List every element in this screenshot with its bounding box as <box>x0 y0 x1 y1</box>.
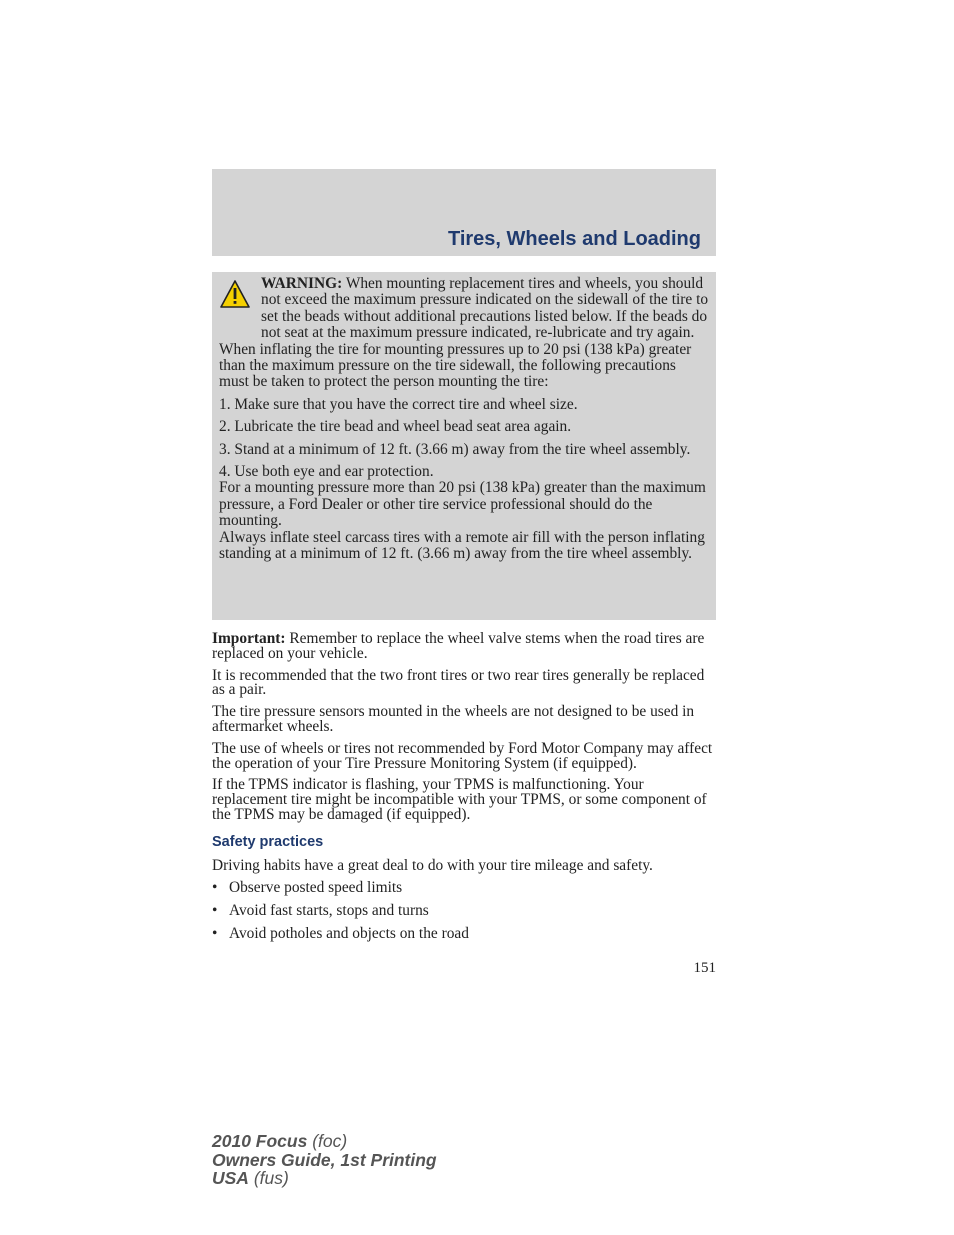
footer-region-code: (fus) <box>253 1168 289 1188</box>
safety-bullet-list <box>212 880 716 941</box>
footer-line-1 <box>212 1132 437 1151</box>
footer-model: 2010 Focus <box>212 1131 308 1151</box>
warning-step: 3. Stand at a minimum of 12 ft. (3.66 m) away from the tire wheel assembly. <box>219 440 691 458</box>
list-item-text: Avoid fast starts, stops and turns <box>229 902 429 920</box>
warning-intro <box>219 276 709 342</box>
body-paragraph: The use of wheels or tires not recommended by Ford Motor Company may affect the operation of your Tire Pressure Monitoring System (if equipped). <box>212 739 713 772</box>
list-item <box>212 903 716 918</box>
warning-box <box>212 272 716 620</box>
warning-step: 4. Use both eye and ear protection. <box>219 463 434 481</box>
body-paragraph: If the TPMS indicator is flashing, your TPMS is malfunctioning. Your replacement tire might be incompatible with your TPMS, or some component of the TPMS may be damaged (if equipped). <box>212 776 707 823</box>
body-paragraph: The tire pressure sensors mounted in the wheels are not designed to be used in aftermarket wheels. <box>212 703 695 735</box>
important-text: Remember to replace the wheel valve stems when the road tires are replaced on your vehicle. <box>212 630 705 662</box>
footer-region: USA <box>212 1168 249 1188</box>
warning-text <box>219 276 709 563</box>
body-paragraph: It is recommended that the two front tires or two rear tires generally be replaced as a pair. <box>212 666 705 699</box>
chapter-title: Tires, Wheels and Loading <box>447 228 701 250</box>
footer-line-2: Owners Guide, 1st Printing <box>212 1149 437 1170</box>
warning-para: When inflating the tire for mounting pressures up to 20 psi (138 kPa) greater than the maximum pressure on the tire sidewall, the following precautions must be taken to protect the person mounting the tire: <box>219 340 692 391</box>
important-note <box>212 632 716 662</box>
warning-para: Always inflate steel carcass tires with a remote air fill with the person inflating standing at a minimum of 12 ft. (3.66 m) away from the tire wheel assembly. <box>219 528 705 563</box>
warning-step: 2. Lubricate the tire bead and wheel bead seat area again. <box>219 418 572 436</box>
main-content <box>212 632 716 949</box>
chapter-header-band <box>212 169 716 256</box>
footer-model-code: (foc) <box>312 1131 348 1151</box>
warning-label: WARNING: <box>261 275 343 292</box>
warning-intro-text: When mounting replacement tires and wheels, you should not exceed the maximum pressure indicated on the sidewall of the tire to set the beads without additional precautions listed below. If the beads do not seat at the maximum pressure indicated, re-lubricate and try again. <box>261 275 709 342</box>
warning-para: For a mounting pressure more than 20 psi (138 kPa) greater than the maximum pressure, a Ford Dealer or other tire service professional should do the mounting. <box>219 479 706 530</box>
bullet-icon: • <box>212 902 218 920</box>
list-item-text: Observe posted speed limits <box>229 879 403 897</box>
bullet-icon: • <box>212 925 218 943</box>
page-number: 151 <box>693 960 716 976</box>
list-item-text: Avoid potholes and objects on the road <box>229 925 469 943</box>
bullet-icon: • <box>212 879 218 897</box>
section-heading: Safety practices <box>212 833 324 850</box>
warning-step: 1. Make sure that you have the correct tire and wheel size. <box>219 395 578 413</box>
list-item <box>212 926 716 941</box>
important-label: Important: <box>212 630 286 647</box>
section-intro: Driving habits have a great deal to do with your tire mileage and safety. <box>212 856 653 874</box>
list-item <box>212 880 716 895</box>
footer-line-3 <box>212 1169 437 1188</box>
document-footer <box>212 1132 437 1188</box>
